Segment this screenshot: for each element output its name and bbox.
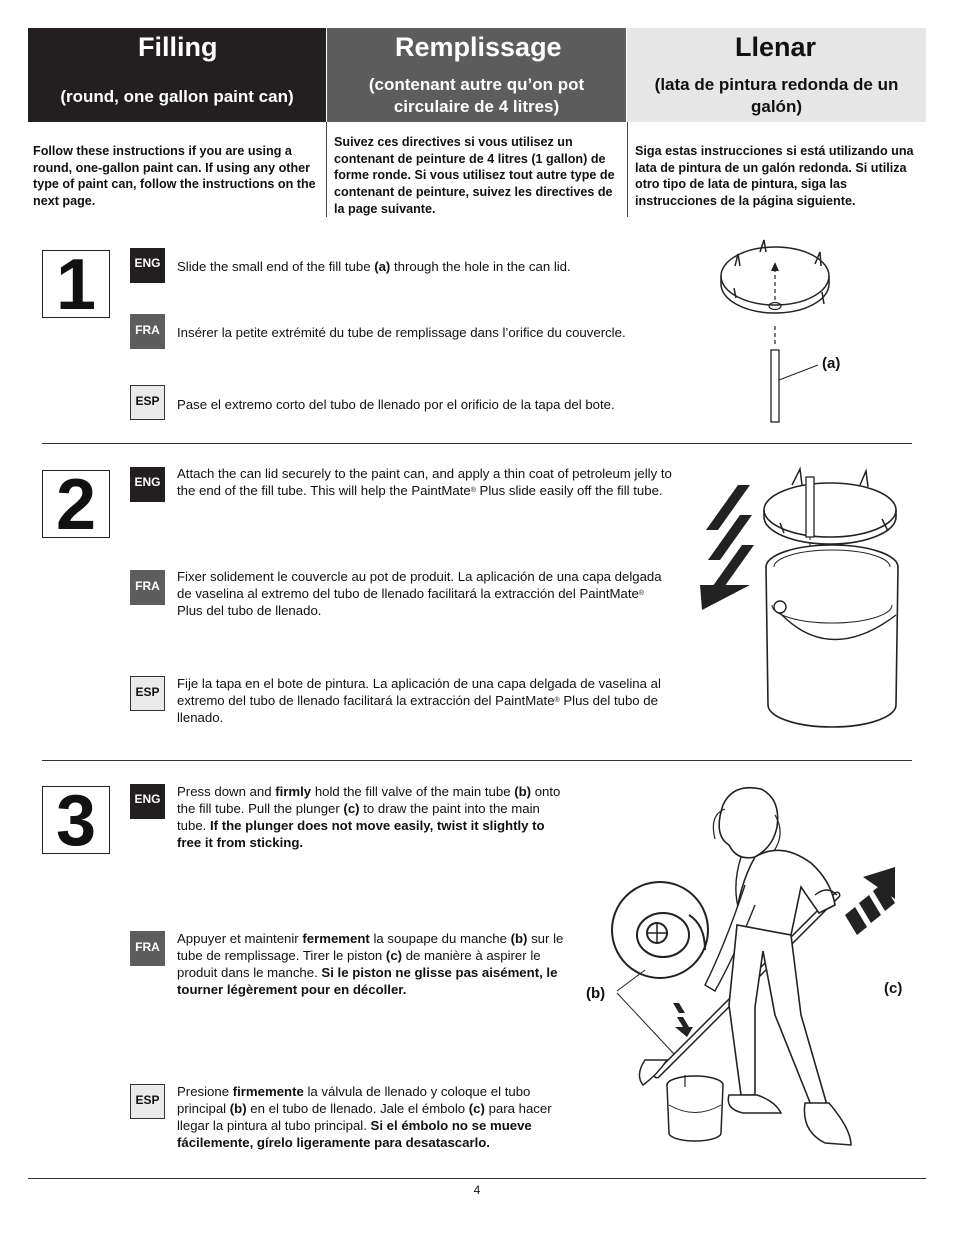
callout-c: (c) xyxy=(884,980,903,997)
section-divider xyxy=(42,760,912,761)
callout-a: (a) xyxy=(822,355,841,372)
lang-badge-eng: ENG xyxy=(130,248,165,283)
lang-badge-fra: FRA xyxy=(130,314,165,349)
step3-text-english: Press down and firmly hold the fill valve of the main tube (b) onto the fill tube. Pull the plunger (c) to draw the paint into the main tube. If the plunger does not move easily, twist it slightly to free it from sticking. xyxy=(177,784,561,850)
header-subtitle-french: (contenant autre qu’on pot circulaire de 4 litres) xyxy=(368,75,585,116)
intro-english: Follow these instructions if you are using a round, one-gallon paint can. If using any other type of paint can, follow the instructions on the next page. xyxy=(33,144,316,209)
step2-text-english: Attach the can lid securely to the paint can, and apply a thin coat of petroleum jelly to the end of the fill tube. This will help the PaintMate® Plus slide easily off the fill tube. xyxy=(177,466,672,498)
lid-and-tube-illustration xyxy=(690,230,890,430)
lang-badge-esp: ESP xyxy=(130,676,165,711)
step2-text-spanish: Fije la tapa en el bote de pintura. La aplicación de una capa delgada de vaselina al extremo del tubo de llenado facilitará la extracción del PaintMate® Plus del tubo de llenado. xyxy=(177,676,661,725)
intro-spanish: Siga estas instrucciones si está utilizando una lata de pintura de un galón redonda. Si utiliza otro tipo de lata de pintura, siga las instrucciones de la página siguiente. xyxy=(635,144,914,209)
step1-text-english: Slide the small end of the fill tube (a) through the hole in the can lid. xyxy=(177,259,571,274)
step3-text-french: Appuyer et maintenir fermement la soupape du manche (b) sur le tube de remplissage. Tirer le piston (c) de manière à aspirer le produit dans le manche. Si le piston ne glisse pas aisément, le tourner légèrement pour en décoller. xyxy=(177,931,564,997)
lang-badge-esp: ESP xyxy=(130,385,165,420)
callout-b: (b) xyxy=(586,985,606,1002)
lang-badge-esp: ESP xyxy=(130,1084,165,1119)
can-and-lid-illustration xyxy=(700,455,910,735)
step2-text-french: Fixer solidement le couvercle au pot de produit. La aplicación de una capa delgada de vaselina al extremo del tubo de llenado facilitará la extracción del PaintMate® Plus del tubo de llenado. xyxy=(177,569,662,618)
step-number-3: 3 xyxy=(42,786,110,854)
step1-text-french: Insérer la petite extrémité du tube de remplissage dans l’orifice du couvercle. xyxy=(177,325,626,340)
person-filling-illustration xyxy=(605,775,915,1155)
header-title-french: Remplissage xyxy=(395,32,562,62)
step3-text-spanish: Presione firmemente la válvula de llenado y coloque el tubo principal (b) en el tubo de llenado. Jale el émbolo (c) para hacer llegar la pintura al tubo principal. Si el émbolo no se mueve fácilemente, gírelo ligeramente para desatascarlo. xyxy=(177,1084,552,1150)
header-english xyxy=(28,28,326,122)
lang-badge-fra: FRA xyxy=(130,570,165,605)
step-number-2: 2 xyxy=(42,470,110,538)
step1-text-spanish: Pase el extremo corto del tubo de llenado por el orificio de la tapa del bote. xyxy=(177,397,615,412)
header-subtitle-english: (round, one gallon paint can) xyxy=(60,87,294,106)
column-divider xyxy=(627,122,628,217)
lang-badge-eng: ENG xyxy=(130,784,165,819)
step-number-1: 1 xyxy=(42,250,110,318)
header-subtitle-spanish: (lata de pintura redonda de un galón) xyxy=(654,75,899,116)
page-number: 4 xyxy=(473,1183,481,1197)
intro-french: Suivez ces directives si vous utilisez un contenant de peinture de 4 litres (1 gallon) de forme ronde. Si vous utilisez tout autre type de contenant de peinture, suivez les directives de la page suivante. xyxy=(334,135,615,216)
header-title-spanish: Llenar xyxy=(735,32,817,62)
footer-rule xyxy=(28,1178,926,1179)
column-divider xyxy=(326,122,327,217)
section-divider xyxy=(42,443,912,444)
lang-badge-eng: ENG xyxy=(130,467,165,502)
header-spanish xyxy=(627,28,926,122)
header-title-english: Filling xyxy=(138,32,218,62)
lang-badge-fra: FRA xyxy=(130,931,165,966)
header-french xyxy=(327,28,626,122)
